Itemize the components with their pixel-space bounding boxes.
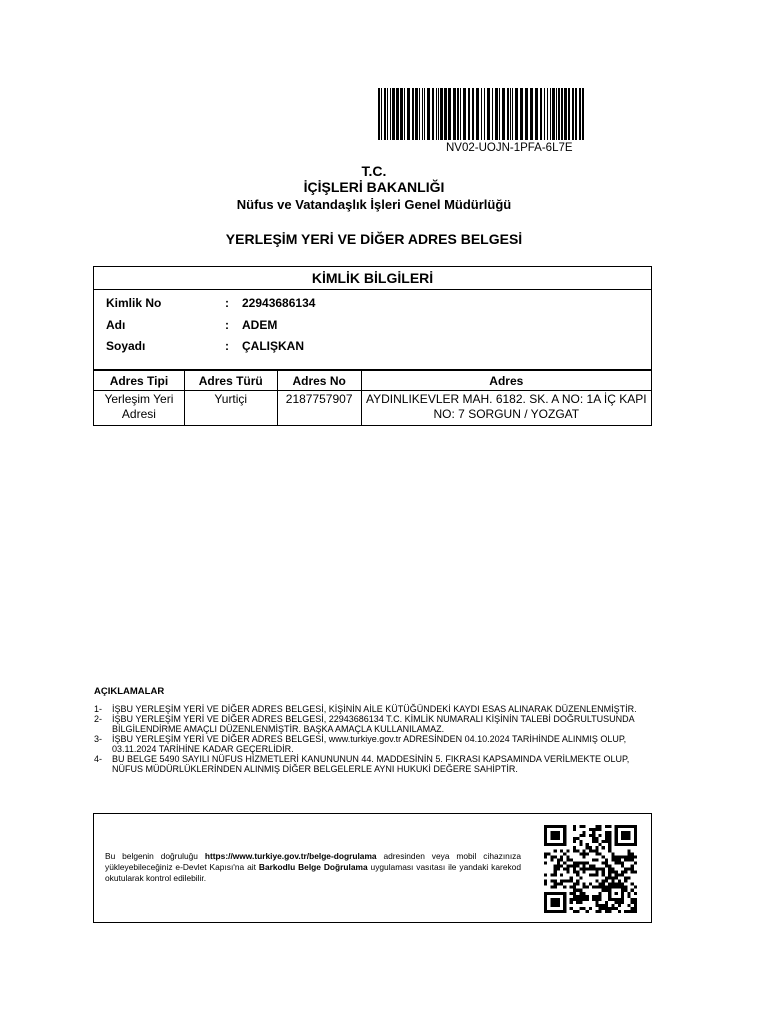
notes-title: AÇIKLAMALAR — [94, 686, 165, 697]
identity-label: Kimlik No — [106, 296, 162, 310]
header-tc: T.C. — [361, 163, 387, 179]
verification-text-part2: adresinden veya mobil cihazınıza yükleyebileceğiniz e-Devlet Kapısı'na ait — [105, 851, 521, 872]
column-header-address-no: Adres No — [277, 371, 361, 391]
list-item — [94, 714, 639, 734]
identity-section-title: KİMLİK BİLGİLERİ — [94, 267, 651, 290]
verification-url-link[interactable]: https://www.turkiye.gov.tr/belge-dogrulama — [204, 851, 377, 861]
note-number: 1- — [94, 704, 103, 714]
header-directorate: Nüfus ve Vatandaşlık İşleri Genel Müdürlüğü — [236, 197, 512, 212]
identity-section — [93, 266, 652, 370]
cell-address-no: 2187757907 — [277, 391, 361, 426]
notes-section — [94, 687, 639, 774]
note-text: İŞBU YERLEŞİM YERİ VE DİĞER ADRES BELGESİ, 22943686134 T.C. KİMLİK NUMARALI KİŞİNİN TALEBİ DOĞRULTUSUNDA BİLGİLENDİRME AMAÇLI DÜZENLENMİŞTİR. BAŞKA AMAÇLA KULLANILAMAZ. — [112, 714, 635, 734]
identity-separator: : — [225, 296, 229, 310]
verification-text-part3: uygulaması vasıtası ile yandaki karekod okutularak kontrol edilebilir. — [105, 862, 521, 883]
verification-text-part1: Bu belgenin doğruluğu — [105, 851, 205, 861]
document-title: YERLEŞİM YERİ VE DİĞER ADRES BELGESİ — [225, 231, 523, 247]
column-header-address: Adres — [361, 371, 651, 391]
column-header-address-type: Adres Tipi — [94, 371, 185, 391]
table-row — [94, 391, 652, 426]
verification-app-name: Barkodlu Belge Doğrulama — [258, 862, 368, 872]
address-table — [93, 370, 652, 426]
note-text: İŞBU YERLEŞİM YERİ VE DİĞER ADRES BELGESİ, www.turkiye.gov.tr ADRESİNDEN 04.10.2024 TARİHİNDE ALINMIŞ OLUP, 03.11.2024 TARİHİNE KADAR GEÇERLİDİR. — [112, 734, 627, 754]
identity-label: Soyadı — [106, 339, 146, 353]
qr-code — [544, 825, 637, 913]
list-item — [94, 704, 639, 714]
verification-box — [93, 813, 652, 923]
barcode — [378, 88, 586, 140]
identity-value: ADEM — [242, 318, 278, 332]
cell-address: AYDINLIKEVLER MAH. 6182. SK. A NO: 1A İÇ KAPI NO: 7 SORGUN / YOZGAT — [361, 391, 651, 426]
identity-separator: : — [225, 318, 229, 332]
header-ministry: İÇİŞLERİ BAKANLIĞI — [303, 179, 445, 195]
identity-separator: : — [225, 339, 229, 353]
note-text: İŞBU YERLEŞİM YERİ VE DİĞER ADRES BELGESİ, KİŞİNİN AİLE KÜTÜĞÜNDEKİ KAYDI ESAS ALINARAK DÜZENLENMİŞTİR. — [112, 704, 637, 714]
verification-text — [105, 851, 521, 884]
note-number: 3- — [94, 734, 103, 744]
cell-address-type: Yerleşim Yeri Adresi — [94, 391, 185, 426]
identity-label: Adı — [106, 318, 126, 332]
note-number: 4- — [94, 754, 103, 764]
list-item — [94, 734, 639, 754]
list-item — [94, 754, 639, 774]
identity-value: ÇALIŞKAN — [242, 339, 304, 353]
cell-address-kind: Yurtiçi — [184, 391, 277, 426]
identity-value: 22943686134 — [242, 296, 316, 310]
note-number: 2- — [94, 714, 103, 724]
barcode-code: NV02-UOJN-1PFA-6L7E — [446, 142, 573, 154]
address-table-header-row — [94, 371, 652, 391]
note-text: BU BELGE 5490 SAYILI NÜFUS HİZMETLERİ KANUNUNUN 44. MADDESİNİN 5. FIKRASI KAPSAMINDA VERİLMEKTE OLUP, NÜFUS MÜDÜRLÜKLERİNDEN ALINMIŞ DİĞER BELGELERLE AYNI HUKUKİ DEĞERE SAHİPTİR. — [112, 754, 630, 774]
column-header-address-kind: Adres Türü — [184, 371, 277, 391]
